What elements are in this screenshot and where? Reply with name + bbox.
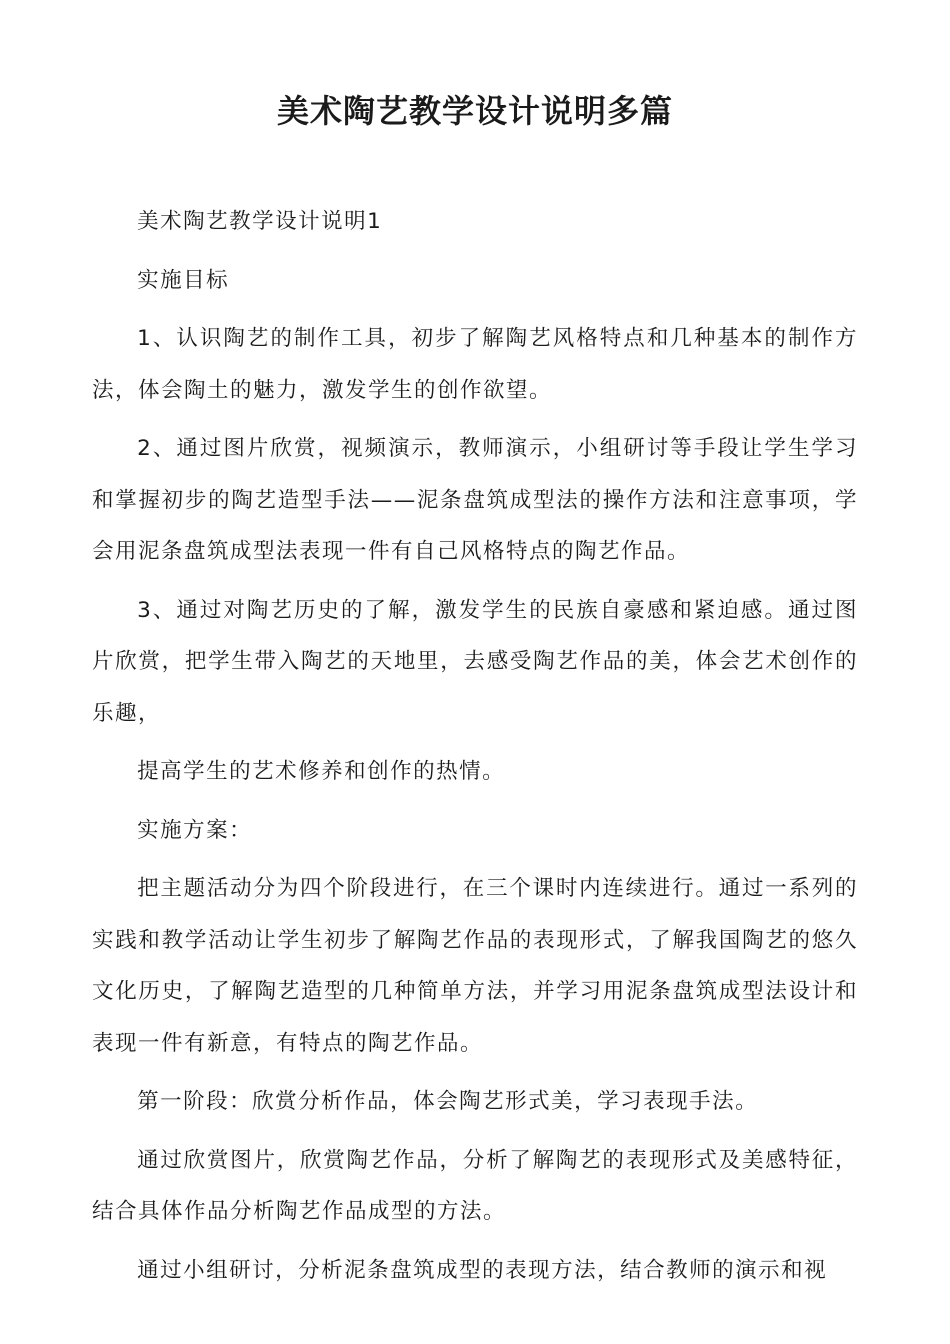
plan-paragraph: 把主题活动分为四个阶段进行，在三个课时内连续进行。通过一系列的实践和教学活动让学生初步了解陶艺作品的表现形式，了解我国陶艺的悠久文化历史，了解陶艺造型的几种简单方法，并学习用泥条盘筑成型法设计和表现一件有新意，有特点的陶艺作品。 [92,876,858,1056]
document-body [92,196,858,1303]
stage-one-heading: 第一阶段：欣赏分析作品，体会陶艺形式美，学习表现手法。 [137,1089,759,1114]
stage-one-paragraph-2: 通过小组研讨，分析泥条盘筑成型的表现方法，结合教师的演示和视 [137,1257,828,1283]
document-title: 美术陶艺教学设计说明多篇 [276,92,673,130]
goal-item-1: 1、认识陶艺的制作工具，初步了解陶艺风格特点和几种基本的制作方法，体会陶土的魅力，激发学生的创作欲望。 [92,326,858,403]
subheading-goals: 实施目标 [137,267,230,293]
section-heading: 美术陶艺教学设计说明1 [137,209,383,234]
goal-item-2: 2、通过图片欣赏，视频演示，教师演示，小组研讨等手段让学生学习和掌握初步的陶艺造型手法——泥条盘筑成型法的操作方法和注意事项，学会用泥条盘筑成型法表现一件有自己风格特点的陶艺作品。 [92,436,858,564]
subheading-plan: 实施方案： [137,817,253,843]
goal-item-3: 3、通过对陶艺历史的了解，激发学生的民族自豪感和紧迫感。通过图片欣赏，把学生带入陶艺的天地里，去感受陶艺作品的美，体会艺术创作的乐趣， [92,597,858,726]
goal-item-3-continued: 提高学生的艺术修养和创作的热情。 [137,759,506,784]
stage-one-paragraph-1: 通过欣赏图片，欣赏陶艺作品，分析了解陶艺的表现形式及美感特征，结合具体作品分析陶艺作品成型的方法。 [92,1147,858,1224]
